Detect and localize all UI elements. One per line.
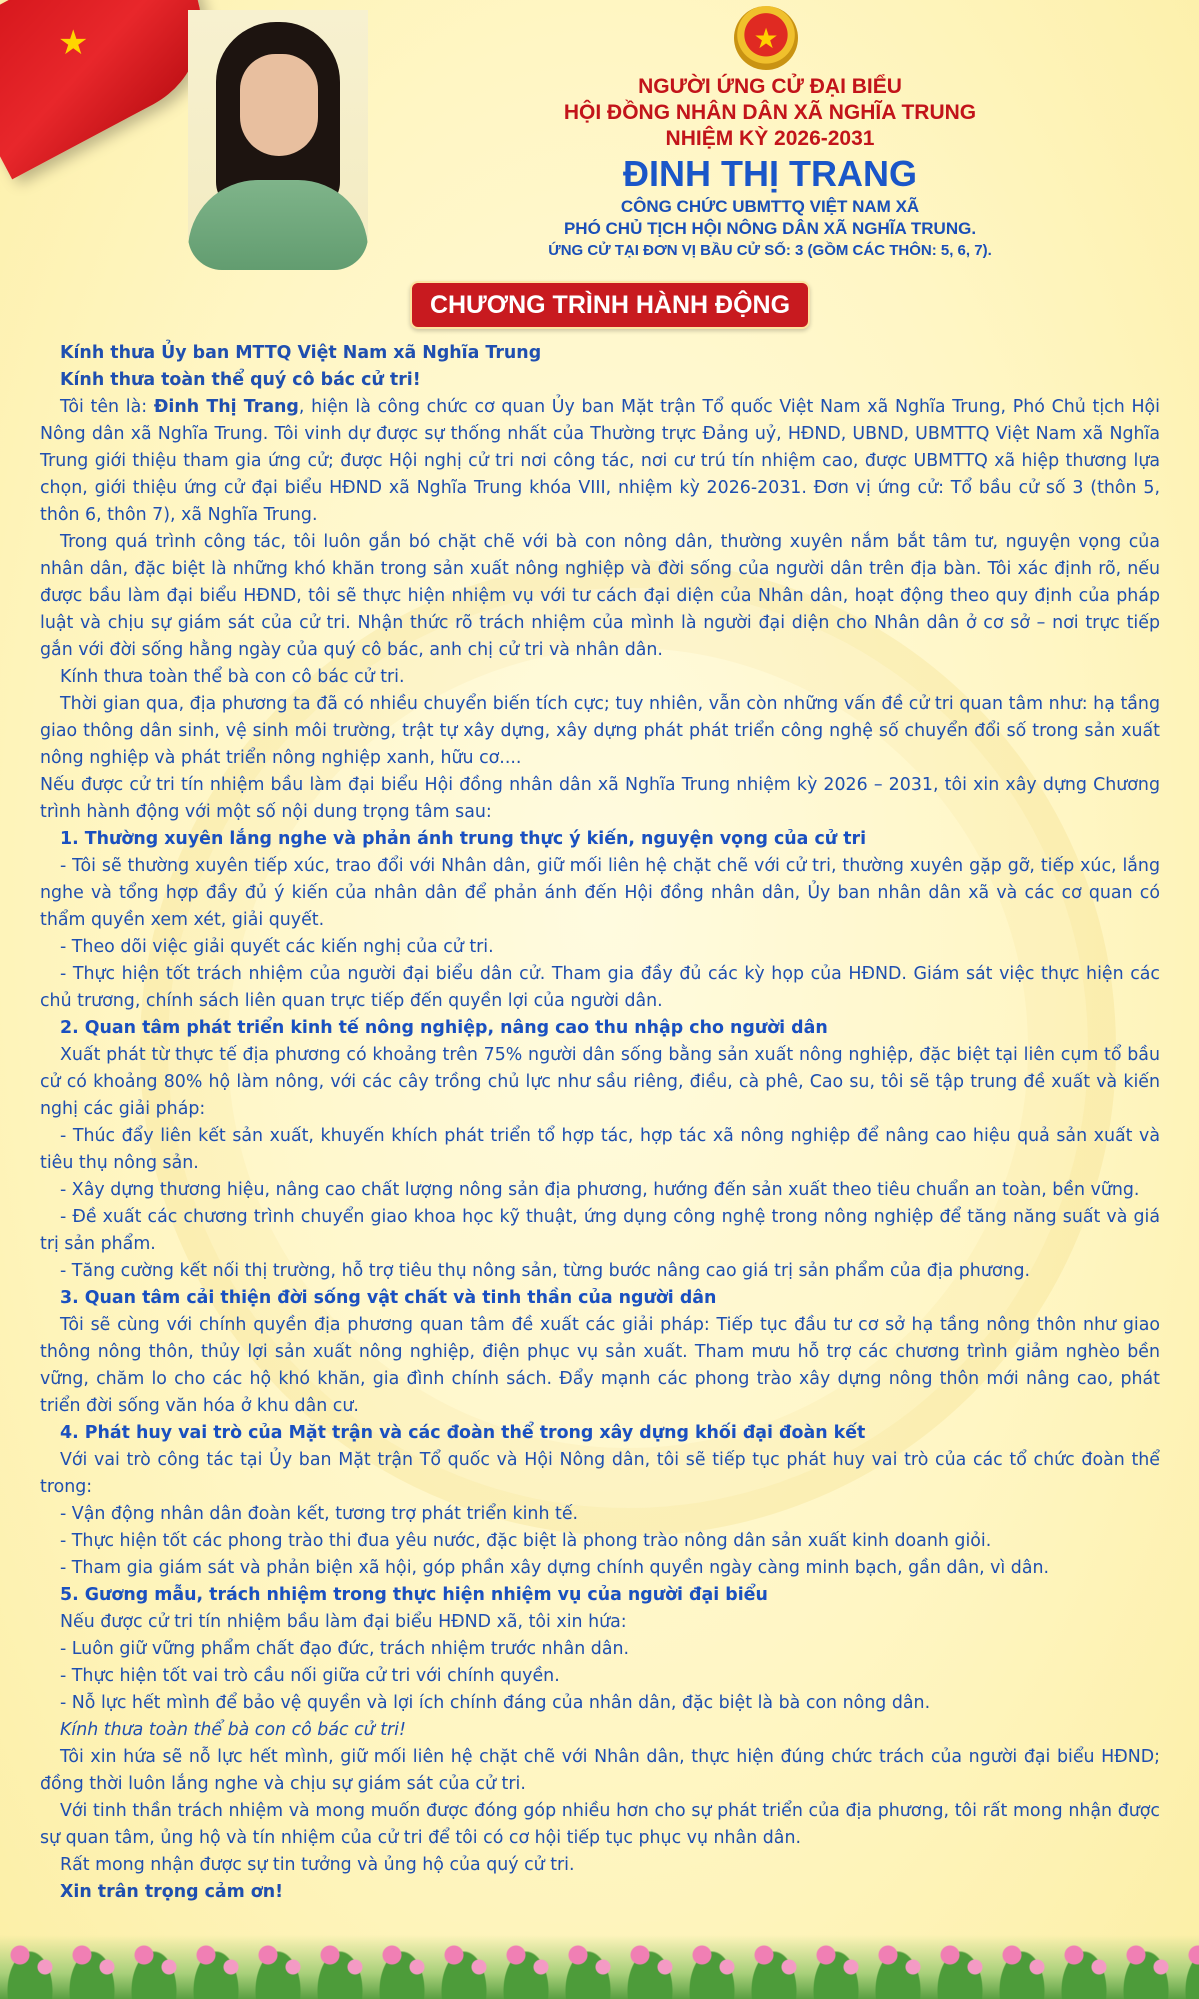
section-4-title: 4. Phát huy vai trò của Mặt trận và các đoàn thể trong xây dựng khối đại đoàn kết xyxy=(60,1423,866,1443)
section-3-text: Tôi sẽ cùng với chính quyền địa phương quan tâm đề xuất các giải pháp: Tiếp tục đầu tư cơ sở hạ tầng nông thôn như giao thông nông thôn, thủy lợi sản xuất nông nghiệp, điện phục vụ sản xuất. Tham mưu hỗ trợ các chương trình giảm nghèo bền vững, chăm lo cho các hộ khó khăn, gia đình chính sách. Đẩy mạnh các phong trào xây dựng nông thôn mới nâng cao, phát triển đời sống văn hóa ở khu dân cư. xyxy=(40,1315,1160,1416)
section-4-item-a: - Vận động nhân dân đoàn kết, tương trợ phát triển kinh tế. xyxy=(60,1504,579,1524)
candidate-position-2: PHÓ CHỦ TỊCH HỘI NÔNG DÂN XÃ NGHĨA TRUNG. xyxy=(563,219,977,238)
section-3-title: 3. Quan tâm cải thiện đời sống vật chất và tinh thần của người dân xyxy=(60,1288,717,1308)
flag-star-icon: ★ xyxy=(58,23,89,63)
election-unit: ỨNG CỬ TẠI ĐƠN VỊ BẦU CỬ SỐ: 3 (GỒM CÁC THÔN: 5, 6, 7). xyxy=(548,242,992,259)
paragraph-5: Nếu được cử tri tín nhiệm bầu làm đại biểu Hội đồng nhân dân xã Nghĩa Trung nhiệm kỳ 2026 – 2031, tôi xin xây dựng Chương trình hành động với một số nội dung trọng tâm sau: xyxy=(40,775,1160,822)
paragraph-4: Thời gian qua, địa phương ta đã có nhiều chuyển biến tích cực; tuy nhiên, vẫn còn những vấn đề cử tri quan tâm như: hạ tầng giao thông dân sinh, vệ sinh môi trường, trật tự xây dựng, xây dựng phát phát triển công nghệ số chuyển đổi số trong sản xuất nông nghiệp và phát triển nông nghiệp xanh, hữu cơ.... xyxy=(40,694,1160,768)
section-2-title: 2. Quan tâm phát triển kinh tế nông nghiệp, nâng cao thu nhập cho người dân xyxy=(60,1018,828,1038)
section-1-item-b: - Theo dõi việc giải quyết các kiến nghị của cử tri. xyxy=(60,937,494,957)
section-4-item-b: - Thực hiện tốt các phong trào thi đua yêu nước, đặc biệt là phong trào nông dân sản xuất kinh doanh giỏi. xyxy=(60,1531,992,1551)
section-1-item-a: - Tôi sẽ thường xuyên tiếp xúc, trao đổi với Nhân dân, giữ mối liên hệ chặt chẽ với cử tri, thường xuyên gặp gỡ, tiếp xúc, lắng nghe và tổng hợp đầy đủ ý kiến của nhân dân để phản ánh đến Hội đồng nhân dân, Ủy ban nhân dân xã và các cơ quan có thẩm quyền xem xét, giải quyết. xyxy=(40,856,1160,930)
intro-rest: , hiện là công chức cơ quan Ủy ban Mặt trận Tổ quốc Việt Nam xã Nghĩa Trung, Phó Chủ tịch Hội Nông dân xã Nghĩa Trung. Tôi vinh dự được sự thống nhất của Thường trực Đảng uỷ, HĐND, UBND, UBMTTQ Việt Nam xã Nghĩa Trung giới thiệu tham gia ứng cử; được Hội nghị cử tri nơi công tác, nơi cư trú tín nhiệm cao, được UBMTTQ xã hiệp thương lựa chọn, giới thiệu ứng cử đại biểu HĐND xã Nghĩa Trung khóa VIII, nhiệm kỳ 2026-2031. Đơn vị ứng cử: Tổ bầu cử số 3 (thôn 5, thôn 6, thôn 7), xã Nghĩa Trung. xyxy=(40,397,1160,525)
paragraph-3: Kính thưa toàn thể bà con cô bác cử tri. xyxy=(60,667,405,687)
greeting-2: Kính thưa toàn thể quý cô bác cử tri! xyxy=(60,370,421,390)
intro-name: Đinh Thị Trang xyxy=(153,397,299,417)
closing-paragraph-1: Tôi xin hứa sẽ nỗ lực hết mình, giữ mối liên hệ chặt chẽ với Nhân dân, thực hiện đúng chức trách của người đại biểu HĐND; đồng thời luôn lắng nghe và chịu sự giám sát của cử tri. xyxy=(40,1747,1160,1794)
header-line-2: HỘI ĐỒNG NHÂN DÂN XÃ NGHĨA TRUNG xyxy=(563,101,977,124)
intro-paragraph xyxy=(40,394,1160,529)
paragraph-2: Trong quá trình công tác, tôi luôn gắn bó chặt chẽ với bà con nông dân, thường xuyên nắm bắt tâm tư, nguyện vọng của nhân dân, đặc biệt là những khó khăn trong sản xuất nông nghiệp và đời sống của người dân trên địa bàn. Tôi xác định rõ, nếu được bầu làm đại biểu HĐND, tôi sẽ thực hiện nhiệm vụ với tư cách đại diện của Nhân dân, hoạt động theo quy định của pháp luật và chịu sự giám sát của cử tri. Nhận thức rõ trách nhiệm của mình là người đại diện cho Nhân dân ở cơ sở – nơi trực tiếp gắn với đời sống hằng ngày của quý cô bác, anh chị cử tri và nhân dân. xyxy=(40,532,1160,660)
closing-paragraph-3: Rất mong nhận được sự tin tưởng và ủng hộ của quý cử tri. xyxy=(60,1855,575,1875)
action-program-banner: CHƯƠNG TRÌNH HÀNH ĐỘNG xyxy=(410,281,810,329)
thanks-line: Xin trân trọng cảm ơn! xyxy=(60,1882,284,1902)
candidate-position-1: CÔNG CHỨC UBMTTQ VIỆT NAM XÃ xyxy=(620,197,920,216)
candidate-name: ĐINH THỊ TRANG xyxy=(623,153,917,194)
lotus-footer-decoration xyxy=(0,1935,1199,1999)
header-term: NHIỆM KỲ 2026-2031 xyxy=(665,127,875,150)
section-5-item-c: - Nỗ lực hết mình để bảo vệ quyền và lợi ích chính đáng của nhân dân, đặc biệt là bà con nông dân. xyxy=(60,1693,931,1713)
section-2-item-c: - Đề xuất các chương trình chuyển giao khoa học kỹ thuật, ứng dụng công nghệ trong nông nghiệp để tăng năng suất và giá trị sản phẩm. xyxy=(40,1207,1160,1254)
program-content xyxy=(40,340,1160,1906)
portrait-dress xyxy=(188,180,368,270)
closing-paragraph-2: Với tinh thần trách nhiệm và mong muốn được đóng góp nhiều hơn cho sự phát triển của địa phương, tôi rất mong nhận được sự quan tâm, ủng hộ và tín nhiệm của cử tri để tôi có cơ hội tiếp tục phục vụ nhân dân. xyxy=(40,1801,1160,1848)
portrait-face xyxy=(240,54,318,156)
section-4-intro: Với vai trò công tác tại Ủy ban Mặt trận Tổ quốc và Hội Nông dân, tôi sẽ tiếp tục phát huy vai trò của các tổ chức đoàn thể trong: xyxy=(40,1450,1160,1497)
section-5-item-a: - Luôn giữ vững phẩm chất đạo đức, trách nhiệm trước nhân dân. xyxy=(60,1639,630,1659)
section-5-item-b: - Thực hiện tốt vai trò cầu nối giữa cử tri với chính quyền. xyxy=(60,1666,560,1686)
header-line-1: NGƯỜI ỨNG CỬ ĐẠI BIỂU xyxy=(638,75,902,98)
section-5-title: 5. Gương mẫu, trách nhiệm trong thực hiện nhiệm vụ của người đại biểu xyxy=(60,1585,768,1605)
header-block xyxy=(420,74,1120,262)
section-2-item-b: - Xây dựng thương hiệu, nâng cao chất lượng nông sản địa phương, hướng đến sản xuất theo tiêu chuẩn an toàn, bền vững. xyxy=(60,1180,1140,1200)
section-1-title: 1. Thường xuyên lắng nghe và phản ánh trung thực ý kiến, nguyện vọng của cử tri xyxy=(60,829,867,849)
section-5-intro: Nếu được cử tri tín nhiệm bầu làm đại biểu HĐND xã, tôi xin hứa: xyxy=(60,1612,627,1632)
intro-prefix: Tôi tên là: xyxy=(60,397,154,417)
greeting-1: Kính thưa Ủy ban MTTQ Việt Nam xã Nghĩa Trung xyxy=(60,343,542,363)
section-1-item-c: - Thực hiện tốt trách nhiệm của người đại biểu dân cử. Tham gia đầy đủ các kỳ họp của HĐND. Giám sát việc thực hiện các chủ trương, chính sách liên quan trực tiếp đến quyền lợi của người dân. xyxy=(40,964,1160,1011)
section-2-item-a: - Thúc đẩy liên kết sản xuất, khuyến khích phát triển tổ hợp tác, hợp tác xã nông nghiệp để nâng cao hiệu quả sản xuất và tiêu thụ nông sản. xyxy=(40,1126,1160,1173)
national-emblem-icon: ★ xyxy=(734,6,798,70)
section-2-intro: Xuất phát từ thực tế địa phương có khoảng trên 75% người dân sống bằng sản xuất nông nghiệp, đặc biệt tại liên cụm tổ bầu cử có khoảng 80% hộ làm nông, với các cây trồng chủ lực như sầu riêng, điều, cà phê, Cao su, tôi sẽ tập trung đề xuất và kiến nghị các giải pháp: xyxy=(40,1045,1160,1119)
section-4-item-c: - Tham gia giám sát và phản biện xã hội, góp phần xây dựng chính quyền ngày càng minh bạch, gần dân, vì dân. xyxy=(60,1558,1050,1578)
section-2-item-d: - Tăng cường kết nối thị trường, hỗ trợ tiêu thụ nông sản, từng bước nâng cao giá trị sản phẩm của địa phương. xyxy=(60,1261,1031,1281)
candidate-portrait xyxy=(188,10,368,270)
closing-greeting: Kính thưa toàn thể bà con cô bác cử tri! xyxy=(60,1720,406,1740)
